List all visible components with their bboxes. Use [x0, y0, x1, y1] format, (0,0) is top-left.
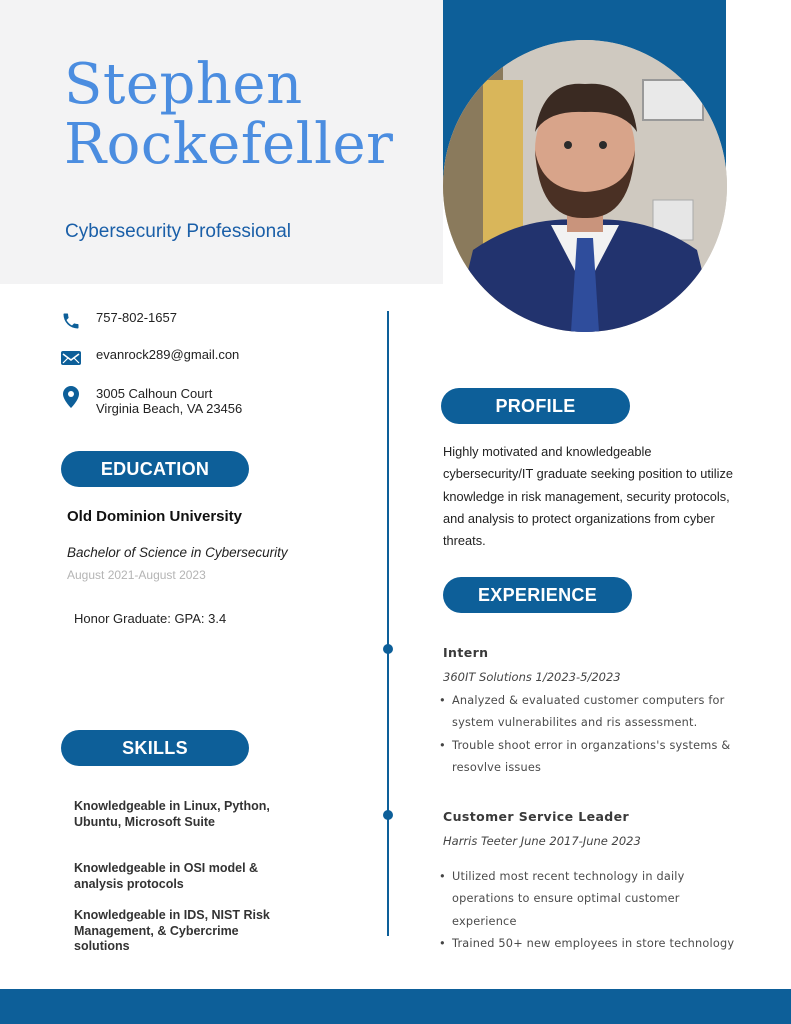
contact-address — [60, 386, 242, 416]
job-title: Intern — [443, 645, 489, 660]
address — [96, 386, 242, 416]
profile-summary: Highly motivated and knowledgeable cybersecurity/IT graduate seeking position to utilize knowledge in risk management, security protocols, and analysis to protect organizations from cyber threats. — [443, 444, 733, 549]
profile-photo — [443, 40, 727, 332]
job-employer-dates: Harris Teeter June 2017-June 2023 — [443, 834, 641, 848]
location-pin-icon — [60, 386, 82, 408]
timeline-dot — [383, 810, 393, 820]
education-heading: EDUCATION — [61, 451, 249, 487]
experience-heading: EXPERIENCE — [443, 577, 632, 613]
address-line1: 3005 Calhoun Court — [96, 386, 213, 401]
skill-item: Knowledgeable in Linux, Python, Ubuntu, Microsoft Suite — [74, 799, 270, 829]
profile-photo-illustration — [443, 40, 727, 332]
education-school: Old Dominion University — [67, 508, 243, 525]
timeline-divider — [387, 311, 389, 936]
job-bullets — [437, 866, 737, 956]
skill-item: Knowledgeable in OSI model & analysis protocols — [74, 861, 259, 891]
profile-heading: PROFILE — [441, 388, 630, 424]
last-name: Rockefeller — [64, 112, 394, 177]
job-bullet: • Trained 50+ new employees in store technology — [437, 933, 737, 955]
job-bullet: • Analyzed & evaluated customer computers for system vulnerabilites and ris assessment. — [437, 690, 737, 735]
education-degree: Bachelor of Science in Cybersecurity — [67, 545, 288, 560]
first-name: Stephen — [64, 52, 303, 117]
timeline-dot — [383, 644, 393, 654]
job-title: Customer Service Leader — [443, 809, 630, 824]
education-honor: Honor Graduate: GPA: 3.4 — [74, 611, 227, 626]
contact-phone — [60, 310, 177, 332]
job-employer-dates: 360IT Solutions 1/2023-5/2023 — [443, 670, 621, 684]
phone-number[interactable]: 757-802-1657 — [96, 310, 177, 325]
skills-heading: SKILLS — [61, 730, 249, 766]
email-address[interactable]: evanrock289@gmail.con — [96, 347, 240, 362]
candidate-name — [64, 52, 394, 177]
address-line2: Virginia Beach, VA 23456 — [96, 401, 243, 416]
phone-icon — [60, 310, 82, 332]
job-bullet: • Trouble shoot error in organzations's systems & resovlve issues — [437, 735, 737, 780]
job-bullet: • Utilized most recent technology in daily operations to ensure optimal customer experience — [437, 866, 737, 933]
job-bullets — [437, 690, 737, 780]
job-subtitle: Cybersecurity Professional — [65, 221, 291, 242]
contact-email — [60, 347, 239, 369]
education-dates: August 2021-August 2023 — [67, 568, 206, 582]
mail-icon — [60, 347, 82, 369]
footer-bar — [0, 989, 791, 1024]
skill-item: Knowledgeable in IDS, NIST Risk Management, & Cybercrime solutions — [74, 908, 270, 953]
